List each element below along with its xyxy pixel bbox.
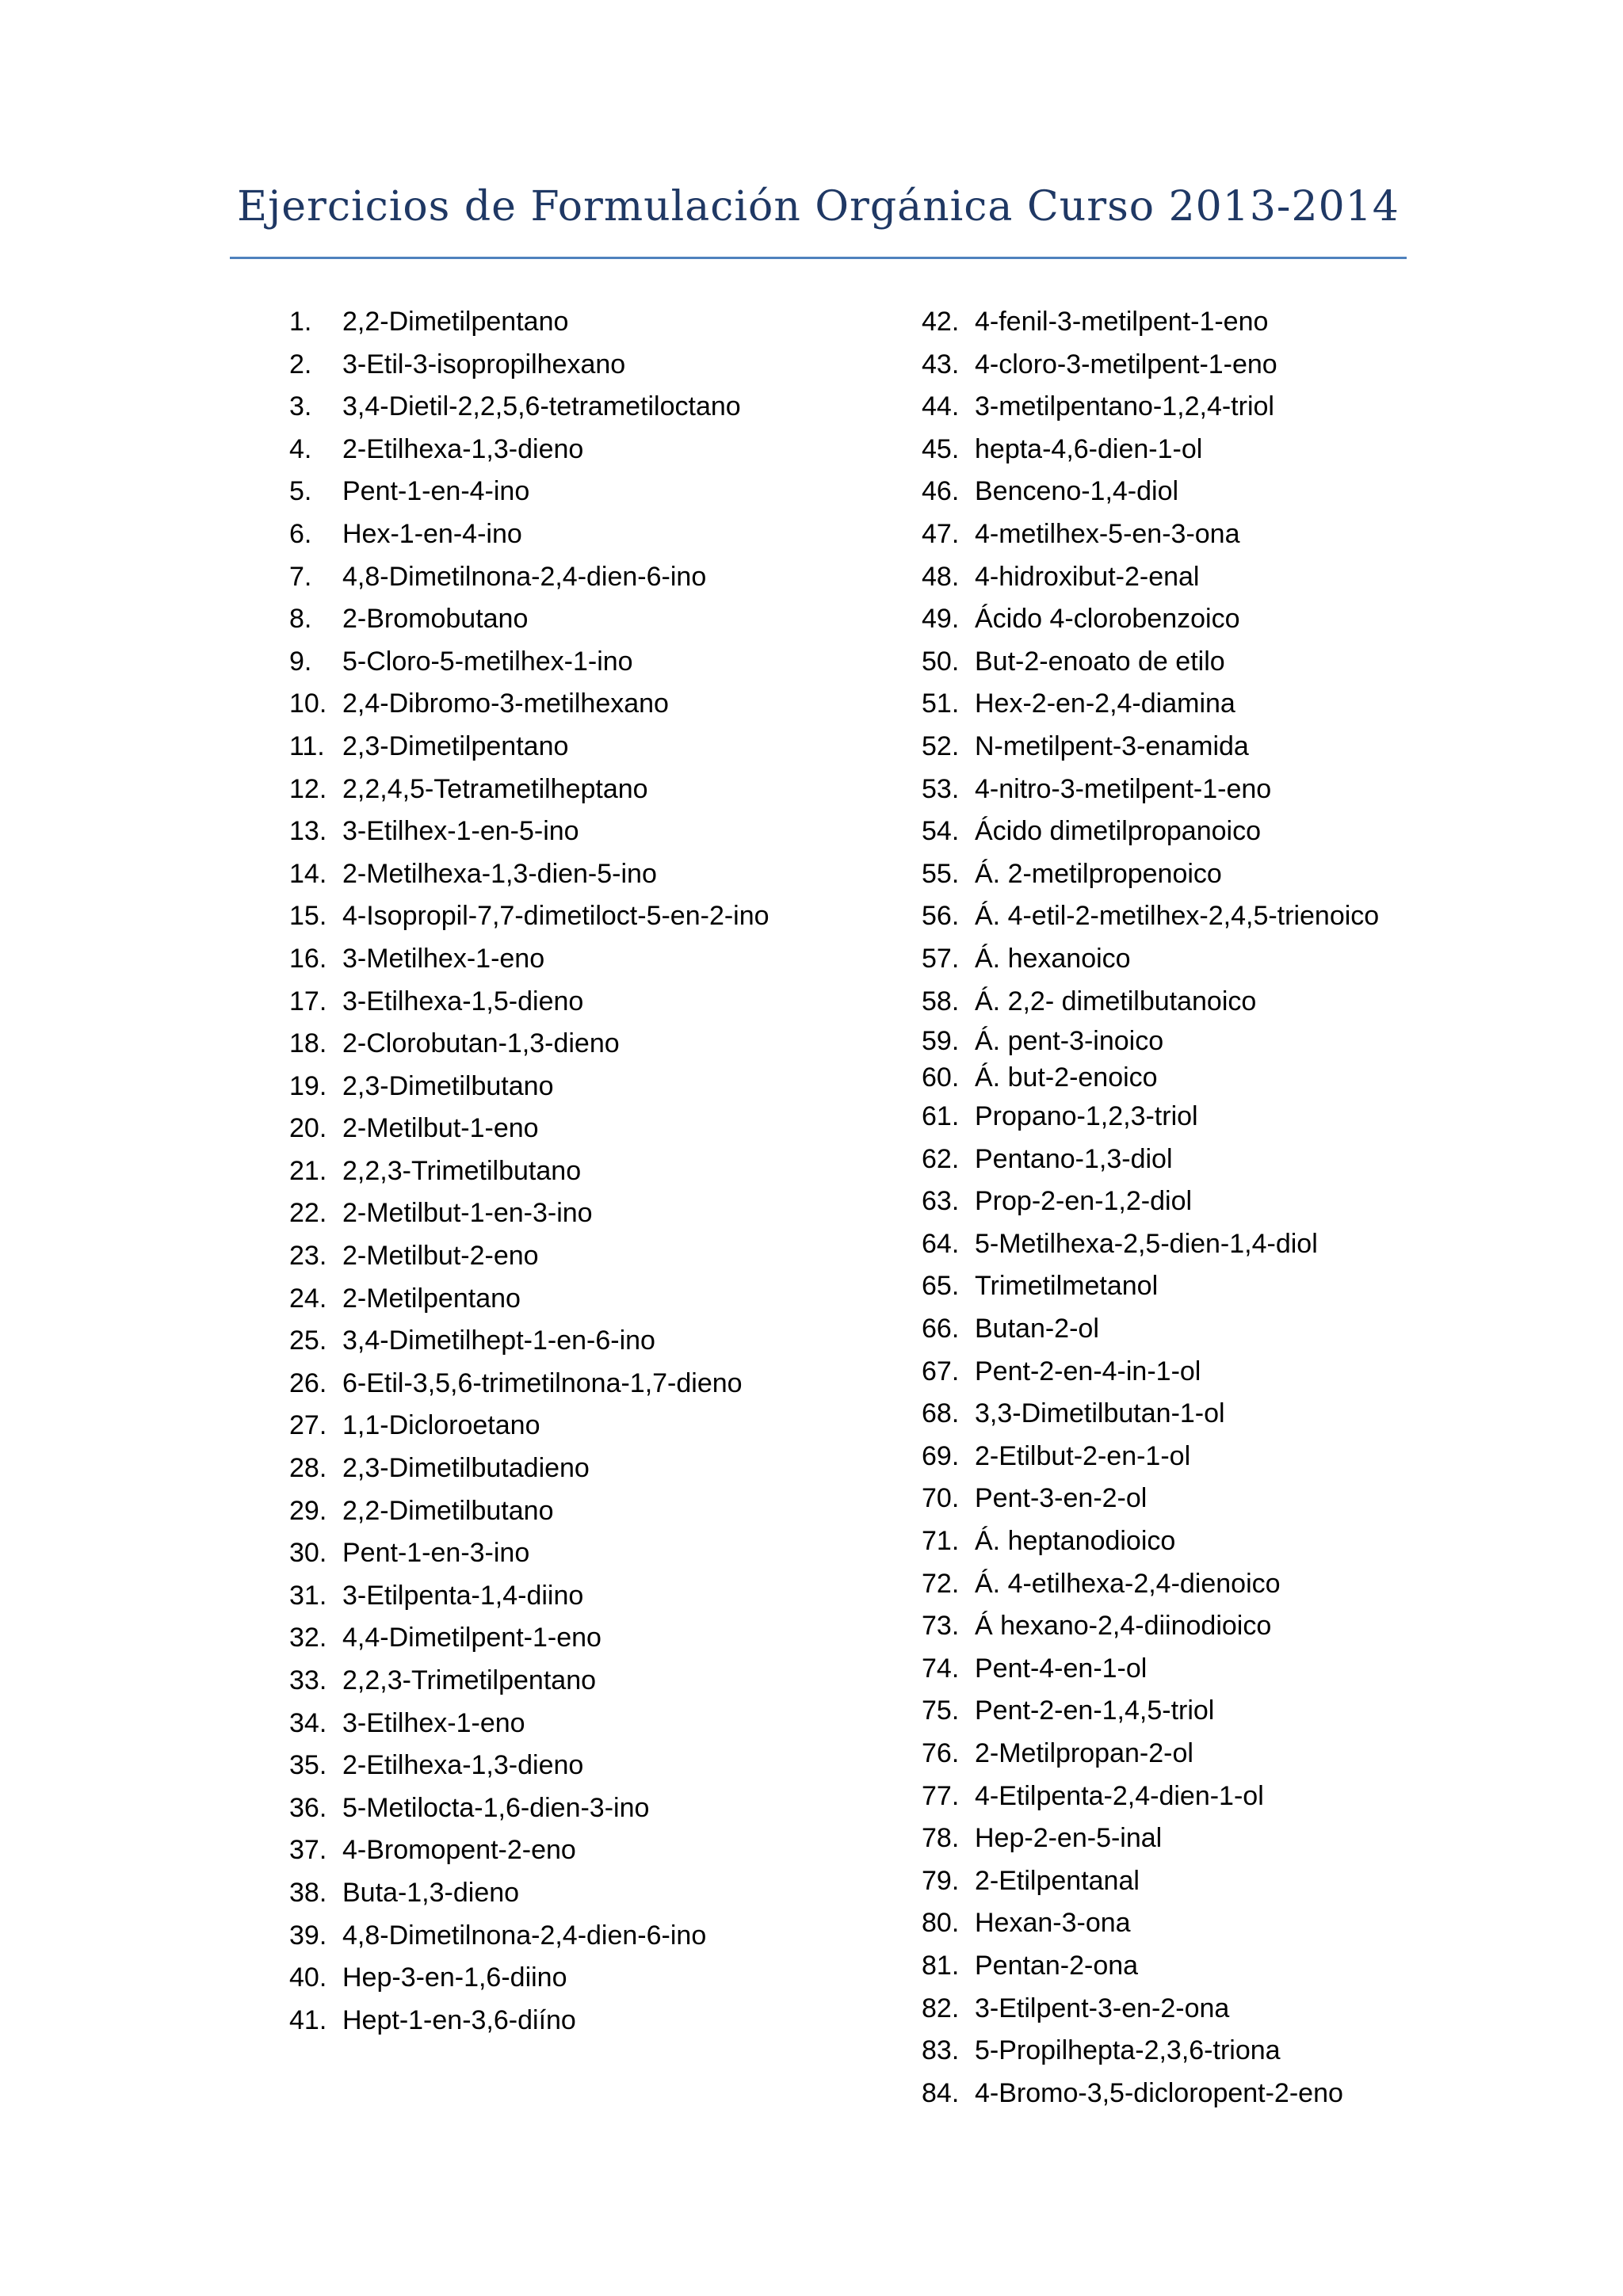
exercise-item [289,598,796,641]
exercise-number: 1. [289,307,312,337]
exercise-compound-name: 2-Metilbut-1-en-3-ino [342,1198,593,1229]
exercise-compound-name: 6-Etil-3,5,6-trimetilnona-1,7-dieno [342,1367,743,1398]
exercise-item [289,1150,796,1193]
exercise-compound-name: 2,2-Dimetilbutano [342,1495,554,1526]
exercise-number: 34. [289,1707,327,1738]
exercise-item [922,641,1429,684]
exercise-compound-name: Á. 4-etil-2-metilhex-2,4,5-trienoico [975,901,1380,932]
exercise-compound-name: 4-Bromopent-2-eno [342,1835,576,1866]
exercise-number: 18. [289,1028,327,1059]
exercise-compound-name: Á. pent-3-inoico [975,1026,1164,1057]
exercise-compound-name: Ácido 4-clorobenzoico [975,604,1240,635]
exercise-number: 19. [289,1070,327,1101]
exercise-number: 16. [289,943,327,974]
exercise-compound-name: Pent-1-en-3-ino [342,1538,530,1569]
exercise-compound-name: 4-metilhex-5-en-3-ona [975,518,1240,549]
exercise-compound-name: 4-Etilpenta-2,4-dien-1-ol [975,1780,1264,1811]
exercise-number: 40. [289,1962,327,1993]
exercise-item [289,1490,796,1533]
exercise-item [289,386,796,429]
exercise-item [289,1575,796,1618]
exercise-item [289,1660,796,1703]
exercise-item [289,429,796,471]
exercise-number: 84. [922,2077,960,2108]
exercise-compound-name: 3,4-Dimetilhept-1-en-6-ino [342,1325,655,1356]
exercise-compound-name: 2-Etilhexa-1,3-dieno [342,433,584,464]
exercise-number: 75. [922,1695,960,1726]
exercise-number: 4. [289,433,312,464]
exercise-item [289,726,796,769]
exercise-number: 8. [289,604,312,635]
exercise-number: 39. [289,1920,327,1951]
exercise-number: 25. [289,1325,327,1356]
exercise-item [289,513,796,556]
exercise-number: 42. [922,307,960,337]
exercise-number: 78. [922,1823,960,1854]
exercise-number: 76. [922,1738,960,1768]
exercise-compound-name: 2,3-Dimetilbutadieno [342,1453,590,1484]
exercise-compound-name: Hep-2-en-5-inal [975,1823,1163,1854]
exercise-item [289,1278,796,1321]
exercise-compound-name: Á. 2,2- dimetilbutanoico [975,986,1257,1016]
exercise-item [289,1915,796,1958]
exercise-item [922,429,1429,471]
exercise-item [289,1829,796,1872]
exercise-number: 51. [922,688,960,719]
exercise-compound-name: 5-Cloro-5-metilhex-1-ino [342,646,633,677]
exercise-compound-name: Pentano-1,3-diol [975,1143,1173,1174]
exercise-number: 23. [289,1241,327,1272]
exercise-item [922,1023,1429,1059]
exercise-compound-name: Pent-3-en-2-ol [975,1483,1148,1514]
exercise-compound-name: 4-nitro-3-metilpent-1-eno [975,773,1272,804]
exercise-compound-name: Pentan-2-ona [975,1950,1139,1981]
exercise-number: 59. [922,1026,960,1057]
exercise-item [289,1363,796,1405]
exercise-list-right [922,301,1429,2115]
exercise-compound-name: 4,8-Dimetilnona-2,4-dien-6-ino [342,561,707,592]
exercise-compound-name: 2-Metilbut-1-eno [342,1113,539,1144]
exercise-item [289,1703,796,1745]
exercise-item [289,1872,796,1915]
exercise-item [289,344,796,387]
exercise-number: 64. [922,1228,960,1259]
exercise-number: 72. [922,1568,960,1599]
exercise-compound-name: 2-Etilbut-2-en-1-ol [975,1440,1191,1471]
exercise-number: 53. [922,773,960,804]
exercise-item [289,1745,796,1787]
exercise-compound-name: 5-Propilhepta-2,3,6-triona [975,2035,1281,2066]
exercise-item [922,471,1429,513]
exercise-item [289,1405,796,1447]
exercise-number: 17. [289,986,327,1016]
exercise-compound-name: Benceno-1,4-diol [975,476,1179,507]
exercise-number: 50. [922,646,960,677]
exercise-compound-name: Hex-1-en-4-ino [342,518,522,549]
exercise-number: 57. [922,943,960,974]
exercise-number: 11. [289,730,325,761]
exercise-number: 3. [289,391,312,422]
exercise-number: 48. [922,561,960,592]
exercise-item [922,301,1429,344]
exercise-item [922,2030,1429,2073]
exercise-number: 37. [289,1835,327,1866]
exercise-number: 35. [289,1750,327,1781]
exercise-number: 30. [289,1538,327,1569]
exercise-compound-name: Hept-1-en-3,6-diíno [342,2004,576,2035]
exercise-compound-name: N-metilpent-3-enamida [975,730,1249,761]
exercise-compound-name: 5-Metilhexa-2,5-dien-1,4-diol [975,1228,1318,1259]
exercise-item [922,1690,1429,1733]
exercise-compound-name: Ácido dimetilpropanoico [975,816,1261,847]
page-title: Ejercicios de Formulación Orgánica Curso 2013-2014 [237,183,1400,231]
exercise-compound-name: 1,1-Dicloroetano [342,1410,540,1441]
exercise-item [922,1817,1429,1860]
exercise-number: 71. [922,1526,960,1557]
exercise-compound-name: Prop-2-en-1,2-diol [975,1186,1193,1217]
exercise-compound-name: 2-Bromobutano [342,604,529,635]
exercise-compound-name: 4-Isopropil-7,7-dimetiloct-5-en-2-ino [342,901,769,932]
exercise-item [922,1308,1429,1351]
exercise-compound-name: 3-Etilhexa-1,5-dieno [342,986,584,1016]
exercise-item [289,769,796,811]
exercise-compound-name: 4-Bromo-3,5-dicloropent-2-eno [975,2077,1343,2108]
exercise-item [922,769,1429,811]
exercise-compound-name: 4-cloro-3-metilpent-1-eno [975,349,1277,379]
exercise-item [922,1648,1429,1691]
exercise-number: 80. [922,1908,960,1939]
exercise-number: 21. [289,1155,327,1186]
exercise-item [289,301,796,344]
exercise-item [922,938,1429,981]
exercise-item [922,1265,1429,1308]
exercise-compound-name: 2-Metilhexa-1,3-dien-5-ino [342,858,657,889]
exercise-number: 60. [922,1062,960,1093]
exercise-number: 33. [289,1665,327,1695]
exercise-number: 52. [922,730,960,761]
exercise-item [289,1066,796,1108]
exercise-compound-name: 2,2,4,5-Tetrametilheptano [342,773,648,804]
exercise-compound-name: Á hexano-2,4-diinodioico [975,1611,1272,1642]
exercise-item [922,683,1429,726]
exercise-item [922,1223,1429,1266]
exercise-compound-name: But-2-enoato de etilo [975,646,1225,677]
exercise-compound-name: 4-hidroxibut-2-enal [975,561,1200,592]
exercise-number: 29. [289,1495,327,1526]
exercise-compound-name: 3-Metilhex-1-eno [342,943,545,974]
exercise-number: 31. [289,1580,327,1611]
exercise-item [922,1520,1429,1563]
exercise-number: 56. [922,901,960,932]
exercise-item [922,2073,1429,2115]
exercise-compound-name: 2,3-Dimetilbutano [342,1070,554,1101]
exercise-item [289,1320,796,1363]
exercise-item [922,598,1429,641]
exercise-number: 82. [922,1993,960,2023]
exercise-item [289,683,796,726]
exercise-compound-name: Trimetilmetanol [975,1271,1159,1302]
exercise-item [922,1393,1429,1436]
exercise-item [922,1775,1429,1818]
exercise-number: 32. [289,1623,327,1653]
exercise-compound-name: Á. heptanodioico [975,1526,1176,1557]
exercise-item [922,386,1429,429]
exercise-number: 13. [289,816,327,847]
exercise-number: 62. [922,1143,960,1174]
exercise-number: 27. [289,1410,327,1441]
exercise-compound-name: 2,2,3-Trimetilbutano [342,1155,582,1186]
exercise-item [289,853,796,896]
exercise-item [289,895,796,938]
exercise-compound-name: Pent-4-en-1-ol [975,1653,1148,1684]
exercise-number: 15. [289,901,327,932]
exercise-item [922,344,1429,387]
exercise-number: 14. [289,858,327,889]
exercise-item [289,1617,796,1660]
exercise-item [289,1957,796,2000]
exercise-number: 6. [289,518,312,549]
exercise-item [922,853,1429,896]
exercise-number: 58. [922,986,960,1016]
exercise-number: 66. [922,1314,960,1344]
exercise-compound-name: hepta-4,6-dien-1-ol [975,433,1203,464]
exercise-compound-name: Pent-2-en-1,4,5-triol [975,1695,1215,1726]
exercise-number: 44. [922,391,960,422]
exercise-compound-name: 2,2,3-Trimetilpentano [342,1665,597,1695]
exercise-item [289,556,796,599]
exercise-number: 7. [289,561,312,592]
exercise-compound-name: 2,4-Dibromo-3-metilhexano [342,688,669,719]
exercise-item [922,1138,1429,1181]
exercise-item [289,1235,796,1278]
exercise-item [922,1605,1429,1648]
exercise-item [289,810,796,853]
exercise-number: 63. [922,1186,960,1217]
exercise-number: 46. [922,476,960,507]
exercise-number: 83. [922,2035,960,2066]
exercise-compound-name: 2,3-Dimetilpentano [342,730,569,761]
exercise-item [922,1096,1429,1138]
exercise-number: 54. [922,816,960,847]
exercise-compound-name: 3,4-Dietil-2,2,5,6-tetrametiloctano [342,391,741,422]
exercise-compound-name: Butan-2-ol [975,1314,1099,1344]
exercise-compound-name: Á. hexanoico [975,943,1131,974]
exercise-compound-name: 3-Etilhex-1-eno [342,1707,525,1738]
exercise-item [289,471,796,513]
exercise-compound-name: 2-Metilpropan-2-ol [975,1738,1193,1768]
exercise-compound-name: 4-fenil-3-metilpent-1-eno [975,307,1269,337]
exercise-number: 9. [289,646,312,677]
exercise-number: 28. [289,1453,327,1484]
exercise-compound-name: Hex-2-en-2,4-diamina [975,688,1235,719]
exercise-number: 2. [289,349,312,379]
exercise-number: 47. [922,518,960,549]
exercise-item [289,1023,796,1066]
exercise-compound-name: Pent-2-en-4-in-1-ol [975,1356,1201,1386]
exercise-number: 61. [922,1101,960,1132]
exercise-compound-name: 2-Metilbut-2-eno [342,1241,539,1272]
exercise-number: 20. [289,1113,327,1144]
exercise-compound-name: 2-Clorobutan-1,3-dieno [342,1028,620,1059]
exercise-item [289,981,796,1024]
exercise-number: 77. [922,1780,960,1811]
exercise-item [922,981,1429,1024]
exercise-compound-name: 3,3-Dimetilbutan-1-ol [975,1398,1225,1429]
exercise-compound-name: 4,8-Dimetilnona-2,4-dien-6-ino [342,1920,707,1951]
exercise-compound-name: 3-Etilhex-1-en-5-ino [342,816,579,847]
exercise-compound-name: Hep-3-en-1,6-diino [342,1962,567,1993]
exercise-number: 24. [289,1283,327,1314]
exercise-item [922,1180,1429,1223]
exercise-compound-name: Propano-1,2,3-triol [975,1101,1198,1132]
exercise-item [922,1478,1429,1520]
exercise-number: 45. [922,433,960,464]
exercise-compound-name: 3-Etil-3-isopropilhexano [342,349,626,379]
exercise-number: 26. [289,1367,327,1398]
exercise-number: 5. [289,476,312,507]
exercise-number: 74. [922,1653,960,1684]
exercise-item [922,895,1429,938]
exercise-compound-name: 3-Etilpenta-1,4-diino [342,1580,584,1611]
exercise-compound-name: 3-Etilpent-3-en-2-ona [975,1993,1230,2023]
exercise-number: 70. [922,1483,960,1514]
exercise-compound-name: 2-Etilhexa-1,3-dieno [342,1750,584,1781]
title-underline [230,257,1407,259]
exercise-compound-name: Buta-1,3-dieno [342,1877,520,1908]
exercise-number: 10. [289,688,327,719]
exercise-item [289,1532,796,1575]
exercise-number: 38. [289,1877,327,1908]
exercise-item [289,938,796,981]
exercise-item [289,1447,796,1490]
exercise-number: 81. [922,1950,960,1981]
exercise-item [922,1351,1429,1394]
exercise-number: 22. [289,1198,327,1229]
exercise-number: 79. [922,1865,960,1896]
exercise-compound-name: Pent-1-en-4-ino [342,476,530,507]
exercise-item [922,726,1429,769]
exercise-item [922,1436,1429,1478]
exercise-number: 73. [922,1611,960,1642]
exercise-number: 12. [289,773,327,804]
exercise-item [922,1059,1429,1096]
exercise-item [289,641,796,684]
exercise-compound-name: 5-Metilocta-1,6-dien-3-ino [342,1792,650,1823]
exercise-compound-name: Á. 4-etilhexa-2,4-dienoico [975,1568,1281,1599]
exercise-compound-name: 3-metilpentano-1,2,4-triol [975,391,1274,422]
exercise-item [922,1733,1429,1775]
exercise-number: 68. [922,1398,960,1429]
exercise-compound-name: 2-Etilpentanal [975,1865,1140,1896]
exercise-number: 36. [289,1792,327,1823]
exercise-item [289,1108,796,1150]
exercise-compound-name: 2,2-Dimetilpentano [342,307,569,337]
exercise-item [922,1945,1429,1988]
exercise-number: 43. [922,349,960,379]
exercise-compound-name: 4,4-Dimetilpent-1-eno [342,1623,601,1653]
exercise-number: 67. [922,1356,960,1386]
exercise-list-left [289,301,796,2042]
exercise-item [922,1988,1429,2031]
exercise-number: 65. [922,1271,960,1302]
exercise-item [922,1860,1429,1903]
exercise-number: 55. [922,858,960,889]
exercise-number: 41. [289,2004,327,2035]
exercise-compound-name: Hexan-3-ona [975,1908,1131,1939]
exercise-item [289,1192,796,1235]
exercise-compound-name: Á. but-2-enoico [975,1062,1158,1093]
exercise-item [922,810,1429,853]
exercise-item [289,2000,796,2042]
exercise-compound-name: Á. 2-metilpropenoico [975,858,1222,889]
exercise-item [289,1787,796,1830]
exercise-item [922,513,1429,556]
exercise-item [922,1902,1429,1945]
exercise-item [922,1563,1429,1606]
exercise-number: 49. [922,604,960,635]
exercise-item [922,556,1429,599]
exercise-compound-name: 2-Metilpentano [342,1283,521,1314]
exercise-number: 69. [922,1440,960,1471]
